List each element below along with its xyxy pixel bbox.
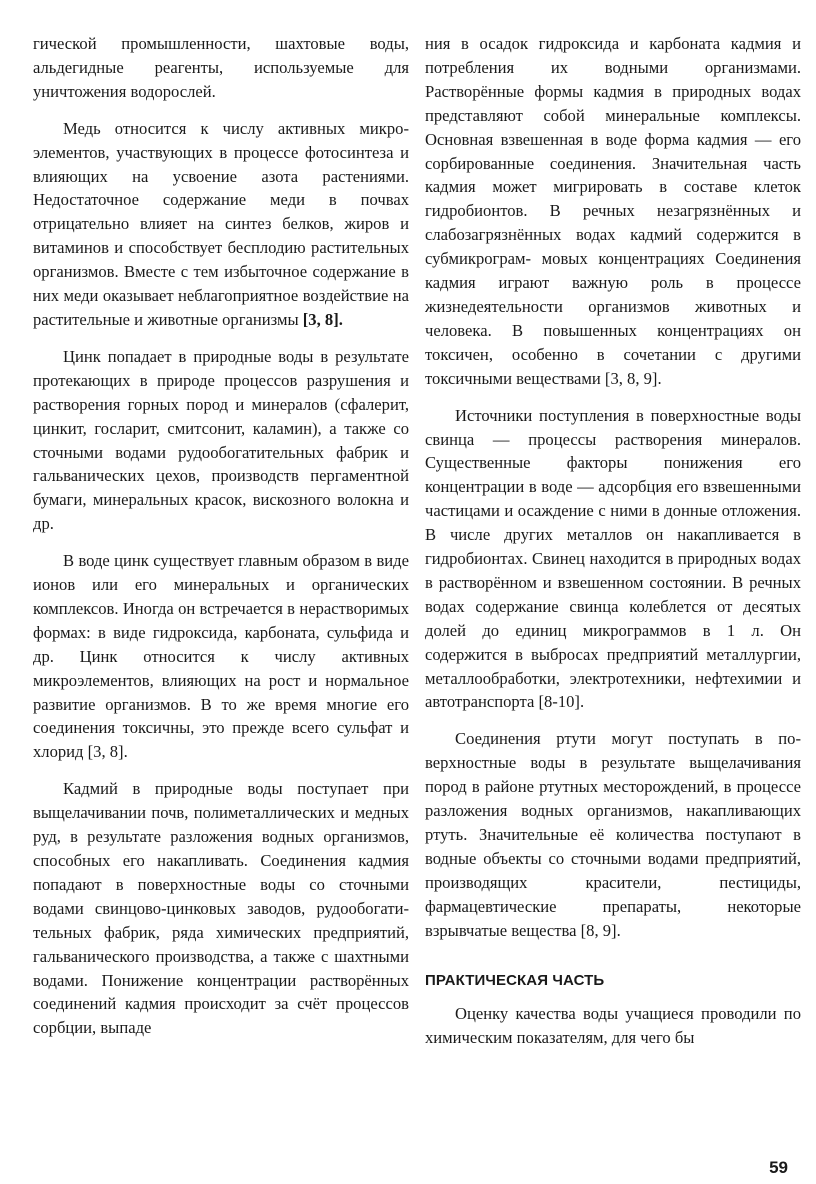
paragraph-mercury: Соединения ртути могут поступать в поверхностные воды в результате выщелачивания пород в районе ртутных месторождений, в процессе разложения водных организмов, накапливающих ртуть. Значительные её количества поступают в водные объекты со сточными водами предприятий, производящих красители, пестициды, фармацевтические препараты, некоторые взрывчатые вещества [8, 9]. [425,729,801,940]
paragraph-zinc-sources: Цинк попадает в природные воды в результате протекающих в природе процессов разрушения и растворения горных пород и минералов (сфалерит, цинкит, госларит, смитсонит, каламин), а также со сточными водами рудообогатительных фабрик и гальванических цехов, производств пергаментной бумаги, минеральных красок, вискозного волокна и др. [33,346,409,534]
page-number: 59 [769,1158,788,1177]
citation-reference: [3, 8]. [302,309,343,329]
section-heading: ПРАКТИЧЕСКАЯ ЧАСТЬ [425,971,605,989]
right-column [425,32,801,1050]
paragraph-copper [33,117,409,332]
paragraph-copper-text: Медь относится к числу активных микроэлементов, участвующих в процессе фотосинтеза и влияющих на усвоение азота растениями. Недостаточное содержание меди в почвах отрицательно влияет на синтез белков, жиров и витаминов и способствует бесплодию растительных организмов. Вместе с тем избыточное содержание в них меди оказывает неблагоприятное воздействие на растительные и животные организмы [33,118,409,329]
left-column [33,32,409,1040]
paragraph-zinc-forms: В воде цинк существует главным образом в виде ионов или его минеральных и органических комплексов. Иногда он встречается в нерастворимых формах: в виде гидроксида, карбоната, сульфида и др. Цинк относится к числу активных микроэлементов, влияющих на рост и нормальное развитие организмов. В то же время многие его соединения токсичны, это прежде всего сульфат и хлорид [3, 8]. [33,551,409,762]
paragraph-cadmium-continuation: ния в осадок гидроксида и карбоната кадмия и потребления их водными организмами. Растворённые формы кадмия в природных водах представляют собой минеральные комплексы. Основная взвешенная в воде форма кадмия — его сорбированные соединения. Значительная часть кадмия может мигрировать в составе клеток гидробионтов. В речных незагрязнённых и слабозагрязнённых водах кадмий содержится в субмикрограм- мовых концентрациях Соединения кадмия играют важную роль в процессе жизнедеятельности организмов животных и человека. В повышенных концентрациях он токсичен, особенно в сочетании с другими токсичными веществами [3, 8, 9]. [425,34,801,388]
paragraph-practical: Оценку качества воды учащиеся проводили по химическим показателям, для чего бы [425,1004,801,1048]
paragraph-lead: Источники поступления в поверхностные воды свинца — процессы растворения минералов. Существенные факторы понижения его концентрации в воде — адсорбция его взвешенными частицами и осаждение с ними в донные отложения. В числе других металлов он накапливается в гидробионтах. Свинец находится в природных водах в растворённом и взвешенном состоянии. В речных водах содержание свинца колеблется от десятых долей до единиц микрограммов в 1 л. Он содержится в выбросах предприятий металлургии, металлообработки, электротехники, нефтехимии и автотранспорта [8-10]. [425,405,801,712]
paragraph-cadmium: Кадмий в природные воды поступает при выщелачивании почв, полиметаллических и медных руд, в результате разложения водных организмов, способных его накапливать. Соединения кадмия попадают в поверхностные воды со сточными водами свинцово-цинковых заводов, рудообогатительных фабрик, ряда химических предприятий, гальванического производства, а также с шахтными водами. Понижение концентрации растворённых соединений кадмия происходит за счёт процессов сорбции, выпаде [33,779,409,1038]
paragraph-continuation: гической промышленности, шахтовые воды, альдегидные реагенты, используемые для уничтожения водорослей. [33,34,409,101]
